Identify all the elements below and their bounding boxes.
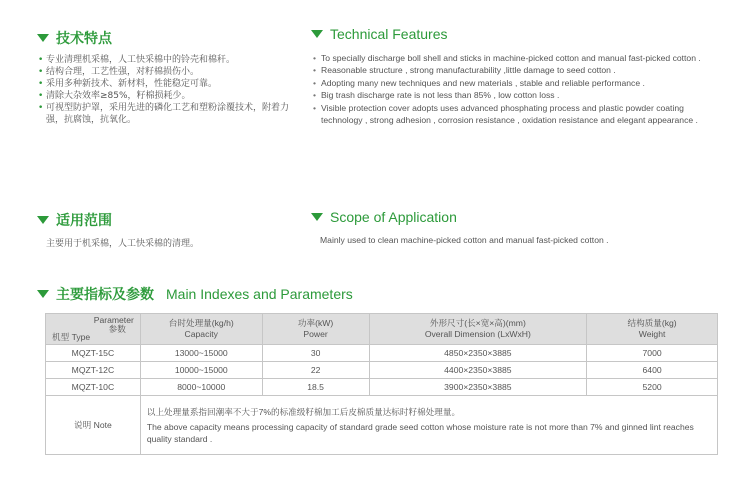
features-heading-en — [311, 26, 448, 42]
column-header-cn: 功率(kW) — [297, 318, 334, 328]
list-item: • To specially discharge boll shell and sticks in machine-picked cotton and manual fast-picked cotton . — [313, 52, 718, 64]
capacity-cell: 10000~15000 — [140, 362, 262, 379]
triangle-bullet-icon — [37, 216, 49, 224]
params-title-cn: 主要指标及参数 — [56, 287, 154, 303]
params-title-en: Main Indexes and Parameters — [166, 286, 353, 302]
weight-cell: 6400 — [587, 362, 718, 379]
list-item: • Visible protection cover adopts uses advanced phosphating process and plastic powder coating technology , strong adhesion , corrosion resistance , oxidation resistance and elegant appearance . — [313, 102, 718, 127]
dimension-cell: 4400×2350×3885 — [369, 362, 587, 379]
note-label-cell: 说明 Note — [46, 396, 141, 455]
note-text-cell — [140, 396, 717, 455]
model-cell: MQZT-10C — [46, 379, 141, 396]
column-header-power — [262, 314, 369, 345]
params-heading — [37, 284, 353, 304]
scope-text-en: Mainly used to clean machine-picked cotton and manual fast-picked cotton . — [320, 235, 609, 245]
column-header-cn: 外形尺寸(长×宽×高)(mm) — [429, 318, 526, 328]
list-item: • 专业清理机采棉，人工快采棉中的铃壳和棉秆。 — [38, 54, 298, 66]
triangle-bullet-icon — [311, 30, 323, 38]
triangle-bullet-icon — [311, 213, 323, 221]
note-text-en: The above capacity means processing capacity of standard grade seed cotton whose moisture rate is not more than 7% and ginned lint reaches quality standard . — [146, 421, 694, 444]
features-list-en — [313, 52, 718, 126]
column-header-en: Weight — [638, 329, 666, 339]
column-header-capacity — [140, 314, 262, 345]
scope-heading-en — [311, 209, 457, 225]
features-title-cn: 技术特点 — [56, 31, 112, 47]
list-item: • Adopting many new techniques and new materials , stable and reliable performance . — [313, 77, 718, 89]
table-row — [46, 379, 718, 396]
table-row — [46, 362, 718, 379]
note-row — [46, 396, 718, 455]
list-item: • Reasonable structure , strong manufacturability ,little damage to seed cotton . — [313, 64, 718, 76]
column-header-en: Power — [303, 329, 328, 339]
capacity-cell: 13000~15000 — [140, 345, 262, 362]
weight-cell: 5200 — [587, 379, 718, 396]
model-cell: MQZT-12C — [46, 362, 141, 379]
column-header-weight — [587, 314, 718, 345]
triangle-bullet-icon — [37, 290, 49, 298]
dimension-cell: 4850×2350×3885 — [369, 345, 587, 362]
scope-title-en: Scope of Application — [330, 209, 457, 225]
table-header-row — [46, 314, 718, 345]
column-header-en: Capacity — [184, 329, 218, 339]
column-header-dimension — [369, 314, 587, 345]
scope-title-cn: 适用范围 — [56, 213, 112, 229]
list-item: • 采用多种新技术、新材料，性能稳定可靠。 — [38, 78, 298, 90]
column-header-cn: 台时处理量(kg/h) — [168, 318, 234, 328]
triangle-bullet-icon — [37, 34, 49, 42]
power-cell: 18.5 — [262, 379, 369, 396]
scope-heading-cn — [37, 210, 112, 230]
column-header-cn: 结构质量(kg) — [627, 318, 677, 328]
list-item: • 结构合理，工艺性强，对籽棉损伤小。 — [38, 66, 298, 78]
list-item: • 清除大杂效率≥85%，籽棉损耗少。 — [38, 90, 298, 102]
capacity-cell: 8000~10000 — [140, 379, 262, 396]
features-list-cn — [38, 54, 298, 126]
parameters-table — [45, 313, 718, 455]
power-cell: 22 — [262, 362, 369, 379]
table-row — [46, 345, 718, 362]
power-cell: 30 — [262, 345, 369, 362]
table-corner-cell — [46, 314, 141, 345]
corner-parameter-cn: 参数 — [108, 324, 126, 334]
model-cell: MQZT-15C — [46, 345, 141, 362]
corner-parameter-label: Parameter — [93, 315, 134, 325]
list-item: • Big trash discharge rate is not less than 85% , low cotton loss . — [313, 89, 718, 101]
scope-text-cn: 主要用于机采棉，人工快采棉的清理。 — [46, 239, 200, 249]
weight-cell: 7000 — [587, 345, 718, 362]
dimension-cell: 3900×2350×3885 — [369, 379, 587, 396]
corner-type-label: 机型 Type — [52, 332, 91, 342]
note-text-cn: 以上处理量系指回潮率不大于7%的标准级籽棉加工后皮棉质量达标时籽棉处理量。 — [146, 406, 461, 417]
features-heading-cn — [37, 28, 112, 48]
list-item: • 可视型防护罩，采用先进的磷化工艺和塑粉涂覆技术，附着力强，抗腐蚀，抗氧化。 — [38, 102, 298, 126]
column-header-en: Overall Dimension (LxWxH) — [424, 329, 531, 339]
features-title-en: Technical Features — [330, 26, 448, 42]
